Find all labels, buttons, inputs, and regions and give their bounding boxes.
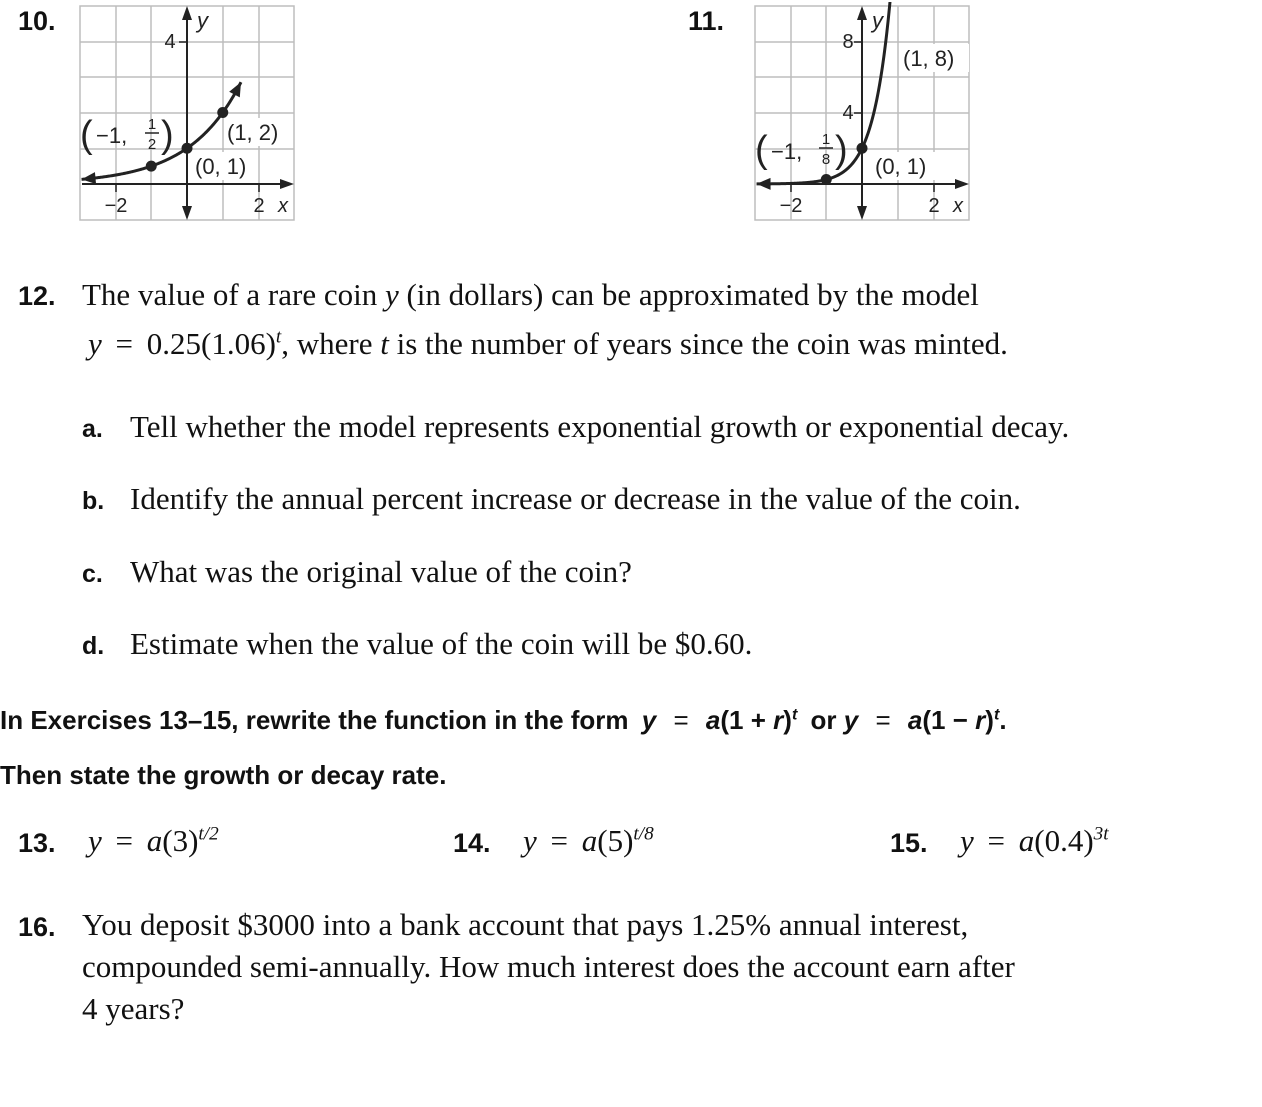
label-point-1-8: (1, 8)	[903, 46, 955, 71]
paren-close: )	[835, 129, 848, 171]
text: .	[999, 705, 1007, 735]
var-a: a	[1018, 823, 1035, 858]
var-a: a	[705, 705, 721, 735]
text: is the number of years since the coin was minted.	[396, 326, 1008, 361]
frac-den: 8	[821, 151, 831, 168]
exercise-11-number: 11.	[688, 6, 725, 36]
base: (5)	[597, 823, 634, 858]
point-0-1	[182, 143, 193, 154]
text: (1 +	[720, 705, 766, 735]
part-d-label: d.	[82, 632, 105, 660]
point-0-1	[857, 143, 868, 154]
graph-11	[753, 2, 975, 224]
exercise-16-line2: compounded semi-annually. How much interest does the account earn after	[82, 949, 1015, 984]
point-neg1-half	[146, 161, 157, 172]
exercise-13-equation	[88, 823, 219, 859]
text: )	[783, 705, 792, 735]
part-b-text: Identify the annual percent increase or decrease in the value of the coin.	[130, 481, 1021, 516]
tick-label-y-4: 4	[164, 31, 176, 53]
eq-sign: =	[987, 823, 1005, 858]
exponent: t/2	[198, 823, 219, 845]
exercise-13-number: 13.	[18, 828, 56, 858]
x-axis-arrow	[955, 179, 969, 189]
x-axis-arrow	[280, 179, 294, 189]
tick-label-y-8: 8	[842, 31, 854, 53]
text: , where	[281, 326, 373, 361]
var-y: y	[641, 705, 657, 735]
part-c-text: What was the original value of the coin?	[130, 554, 632, 589]
axes	[82, 10, 288, 214]
text-or: or	[810, 705, 837, 735]
frac-num: 1	[821, 131, 831, 148]
part-a-text: Tell whether the model represents exponential growth or exponential decay.	[130, 409, 1070, 444]
instructions-line1	[0, 705, 1007, 736]
y-axis-down-arrow	[182, 206, 192, 220]
point-1-2	[217, 107, 228, 118]
eq-exponent: t	[275, 326, 282, 348]
exercise-10-number: 10.	[18, 6, 56, 36]
var-a: a	[907, 705, 923, 735]
exercise-14-equation	[523, 823, 654, 859]
label-point-0-1: (0, 1)	[875, 154, 927, 179]
y-axis-label: y	[872, 8, 883, 33]
exercise-12-model	[88, 326, 1008, 362]
part-d-text: Estimate when the value of the coin will be $0.60.	[130, 626, 753, 661]
paren-open: (	[80, 114, 93, 156]
text: (1 −	[922, 705, 968, 735]
eq-lhs: y	[523, 823, 537, 858]
var-r: r	[773, 705, 784, 735]
tick-label-x-2: 2	[253, 195, 265, 217]
eq-lhs: y	[88, 823, 102, 858]
exercise-15-number: 15.	[890, 828, 928, 858]
exercise-16-number: 16.	[18, 912, 56, 942]
var-a: a	[581, 823, 598, 858]
text: (in dollars) can be approximated by the model	[406, 277, 979, 312]
curve-arrow-left	[757, 178, 771, 190]
exponent: 3t	[1093, 823, 1109, 845]
label-point-1-2: (1, 2)	[227, 120, 279, 145]
eq-sign: =	[673, 705, 689, 735]
y-axis-label: y	[197, 8, 208, 33]
var-y: y	[843, 705, 859, 735]
eq-lhs: y	[88, 326, 102, 361]
var-t: t	[380, 326, 389, 361]
instructions-line2: Then state the growth or decay rate.	[0, 760, 447, 790]
var-y: y	[384, 277, 399, 312]
paren-close: )	[161, 114, 174, 156]
x-axis-label: x	[953, 195, 963, 217]
frac-num: 1	[147, 116, 157, 133]
var-r: r	[975, 705, 986, 735]
eq-rhs: 0.25(1.06)	[146, 326, 276, 361]
exercise-12-number: 12.	[18, 281, 56, 311]
label-prefix: −1,	[96, 123, 128, 148]
base: (3)	[162, 823, 199, 858]
var-a: a	[146, 823, 163, 858]
exponent-t: t	[993, 705, 1000, 724]
exercise-15-equation	[960, 823, 1109, 859]
paren-open: (	[755, 129, 768, 171]
frac-den: 2	[147, 136, 157, 153]
part-a-label: a.	[82, 415, 103, 443]
graph-10	[78, 2, 300, 224]
tick-label-y-4: 4	[842, 102, 854, 124]
text: The value of a rare coin	[82, 277, 378, 312]
tick-label-x-neg2: −2	[104, 195, 128, 217]
part-c-label: c.	[82, 560, 103, 588]
y-axis-arrow	[182, 6, 192, 20]
y-axis-arrow	[857, 6, 867, 20]
label-point-0-1: (0, 1)	[195, 154, 247, 179]
x-axis-label: x	[278, 195, 288, 217]
eq-sign: =	[115, 326, 133, 361]
eq-sign: =	[875, 705, 891, 735]
part-b-label: b.	[82, 487, 105, 515]
exercise-16-line1: You deposit $3000 into a bank account that pays 1.25% annual interest,	[82, 907, 969, 942]
text: )	[985, 705, 994, 735]
eq-sign: =	[115, 823, 133, 858]
y-axis-down-arrow	[857, 206, 867, 220]
exponent-t: t	[791, 705, 798, 724]
eq-lhs: y	[960, 823, 974, 858]
label-prefix: −1,	[771, 139, 803, 164]
exponent: t/8	[633, 823, 654, 845]
exercise-14-number: 14.	[453, 828, 491, 858]
text: In Exercises 13–15, rewrite the function in the form	[0, 705, 629, 735]
point-neg1-eighth	[821, 174, 832, 185]
exercise-16-line3: 4 years?	[82, 991, 185, 1026]
exercise-12-line1	[82, 277, 979, 313]
tick-label-x-neg2: −2	[779, 195, 803, 217]
tick-label-x-2: 2	[928, 195, 940, 217]
eq-sign: =	[550, 823, 568, 858]
base: (0.4)	[1034, 823, 1094, 858]
label-point-neg1-eighth	[755, 129, 848, 171]
